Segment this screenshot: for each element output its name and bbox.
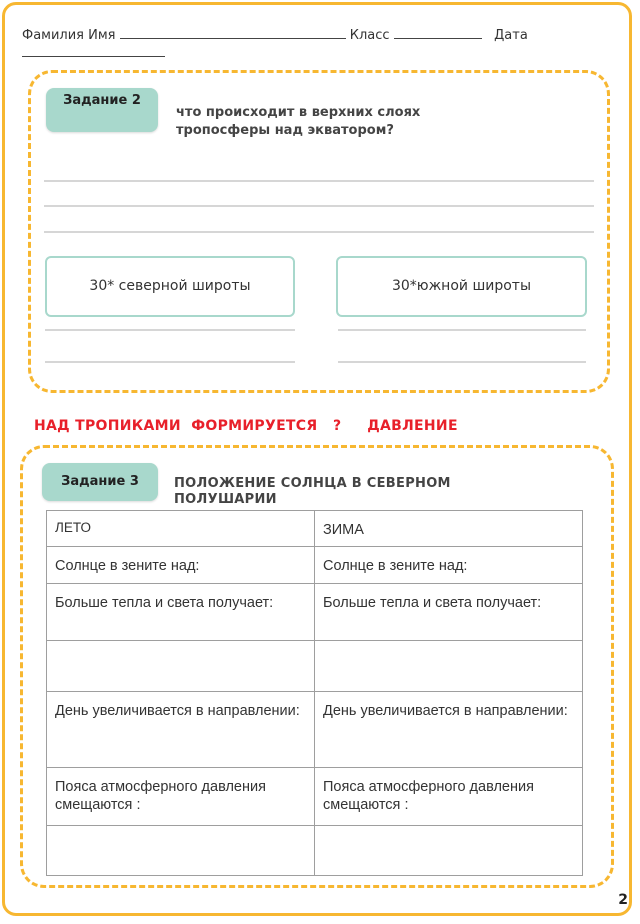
table-cell[interactable]: День увеличивается в направлении: [47, 692, 315, 768]
class-blank[interactable] [394, 26, 482, 39]
task3-title: ПОЛОЖЕНИЕ СОЛНЦА В СЕВЕРНОМ ПОЛУШАРИИ [174, 476, 451, 507]
tropics-pressure-statement: НАД ТРОПИКАМИ ФОРМИРУЕТСЯ ? ДАВЛЕНИЕ [34, 418, 458, 434]
date-label: Дата [494, 28, 528, 43]
name-blank[interactable] [120, 26, 346, 39]
table-cell[interactable]: Больше тепла и света получает: [315, 584, 583, 641]
table-cell[interactable] [315, 641, 583, 692]
answer-line[interactable] [45, 361, 295, 363]
answer-line[interactable] [45, 329, 295, 331]
name-label: Фамилия Имя [22, 28, 116, 43]
season-table [46, 510, 583, 876]
table-cell[interactable]: Солнце в зените над: [315, 547, 583, 584]
table-cell[interactable] [47, 641, 315, 692]
table-cell[interactable]: Больше тепла и света получает: [47, 584, 315, 641]
page-number: 2 [618, 892, 628, 908]
answer-line[interactable] [338, 361, 586, 363]
south-latitude-box: 30*южной широты [336, 256, 587, 317]
task2-badge: Задание 2 [46, 88, 158, 132]
date-blank[interactable] [22, 44, 165, 57]
table-cell[interactable]: Пояса атмосферного давления смещаются : [315, 768, 583, 826]
table-cell[interactable]: Солнце в зените над: [47, 547, 315, 584]
answer-line[interactable] [338, 329, 586, 331]
class-label: Класс [349, 28, 390, 43]
table-cell[interactable] [315, 826, 583, 876]
task3-badge: Задание 3 [42, 463, 158, 501]
answer-line[interactable] [44, 231, 594, 233]
student-info-line [22, 26, 528, 43]
table-cell[interactable]: Пояса атмосферного давления смещаются : [47, 768, 315, 826]
answer-line[interactable] [44, 205, 594, 207]
winter-header: ЗИМА [315, 511, 583, 547]
task2-question: что происходит в верхних слоях тропосферы над экватором? [176, 105, 421, 138]
answer-line[interactable] [44, 180, 594, 182]
table-cell[interactable]: День увеличивается в направлении: [315, 692, 583, 768]
table-cell[interactable] [47, 826, 315, 876]
summer-header: ЛЕТО [47, 511, 315, 547]
north-latitude-box: 30* северной широты [45, 256, 295, 317]
